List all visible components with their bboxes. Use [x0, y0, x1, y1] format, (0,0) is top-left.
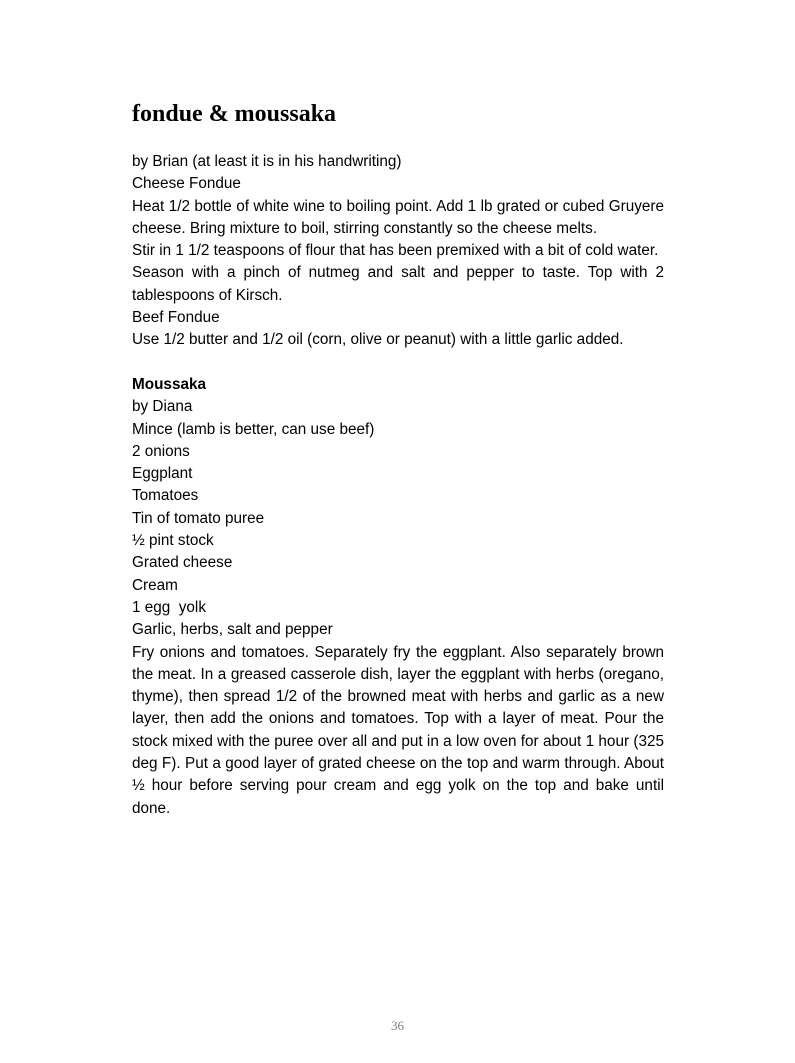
page-title: fondue & moussaka — [132, 101, 337, 127]
ingredient-item: Tin of tomato puree — [132, 509, 265, 527]
ingredient-item: ½ pint stock — [132, 532, 214, 550]
ingredient-item: 1 egg yolk — [132, 598, 206, 616]
cheese-fondue-step-3: Season with a pinch of nutmeg and salt and pepper to taste. Top with 2 tablespoons of Kirsch. — [132, 264, 664, 304]
cheese-fondue-heading: Cheese Fondue — [132, 175, 241, 193]
ingredient-item: Grated cheese — [132, 554, 233, 572]
ingredient-item: Eggplant — [132, 465, 193, 483]
ingredient-item: 2 onions — [132, 442, 190, 460]
ingredient-item: Mince (lamb is better, can use beef) — [132, 420, 375, 438]
cheese-fondue-step-1: Heat 1/2 bottle of white wine to boiling point. Add 1 lb grated or cubed Gruyere cheese. Bring mixture to boil, stirring constantly so the cheese melts. — [132, 197, 664, 237]
section-spacer — [132, 352, 664, 374]
recipe-body — [132, 151, 664, 820]
beef-fondue-step: Use 1/2 butter and 1/2 oil (corn, olive or peanut) with a little garlic added. — [132, 331, 624, 349]
ingredient-list — [132, 419, 664, 642]
fondue-byline: by Brian (at least it is in his handwriting) — [132, 153, 402, 170]
beef-fondue-heading: Beef Fondue — [132, 309, 220, 327]
ingredient-item: Tomatoes — [132, 487, 199, 505]
page-number: 36 — [391, 1018, 404, 1033]
ingredient-item: Cream — [132, 576, 178, 594]
moussaka-heading: Moussaka — [132, 375, 206, 393]
moussaka-byline: by Diana — [132, 398, 193, 416]
moussaka-method: Fry onions and tomatoes. Separately fry the eggplant. Also separately brown the meat. In a greased casserole dish, layer the eggplant with herbs (oregano, thyme), then spread 1/2 of the browned meat with herbs and garlic as a new layer, then add the onions and tomatoes. Top with a layer of meat. Pour the stock mixed with the puree over all and put in a low oven for about 1 hour (325 deg F). Put a good layer of grated cheese on the top and warm through. About ½ hour before serving pour cream and egg yolk on the top and bake until done. — [132, 643, 664, 817]
ingredient-item: Garlic, herbs, salt and pepper — [132, 621, 333, 639]
cheese-fondue-step-2: Stir in 1 1/2 teaspoons of flour that has been premixed with a bit of cold water. — [132, 242, 659, 260]
